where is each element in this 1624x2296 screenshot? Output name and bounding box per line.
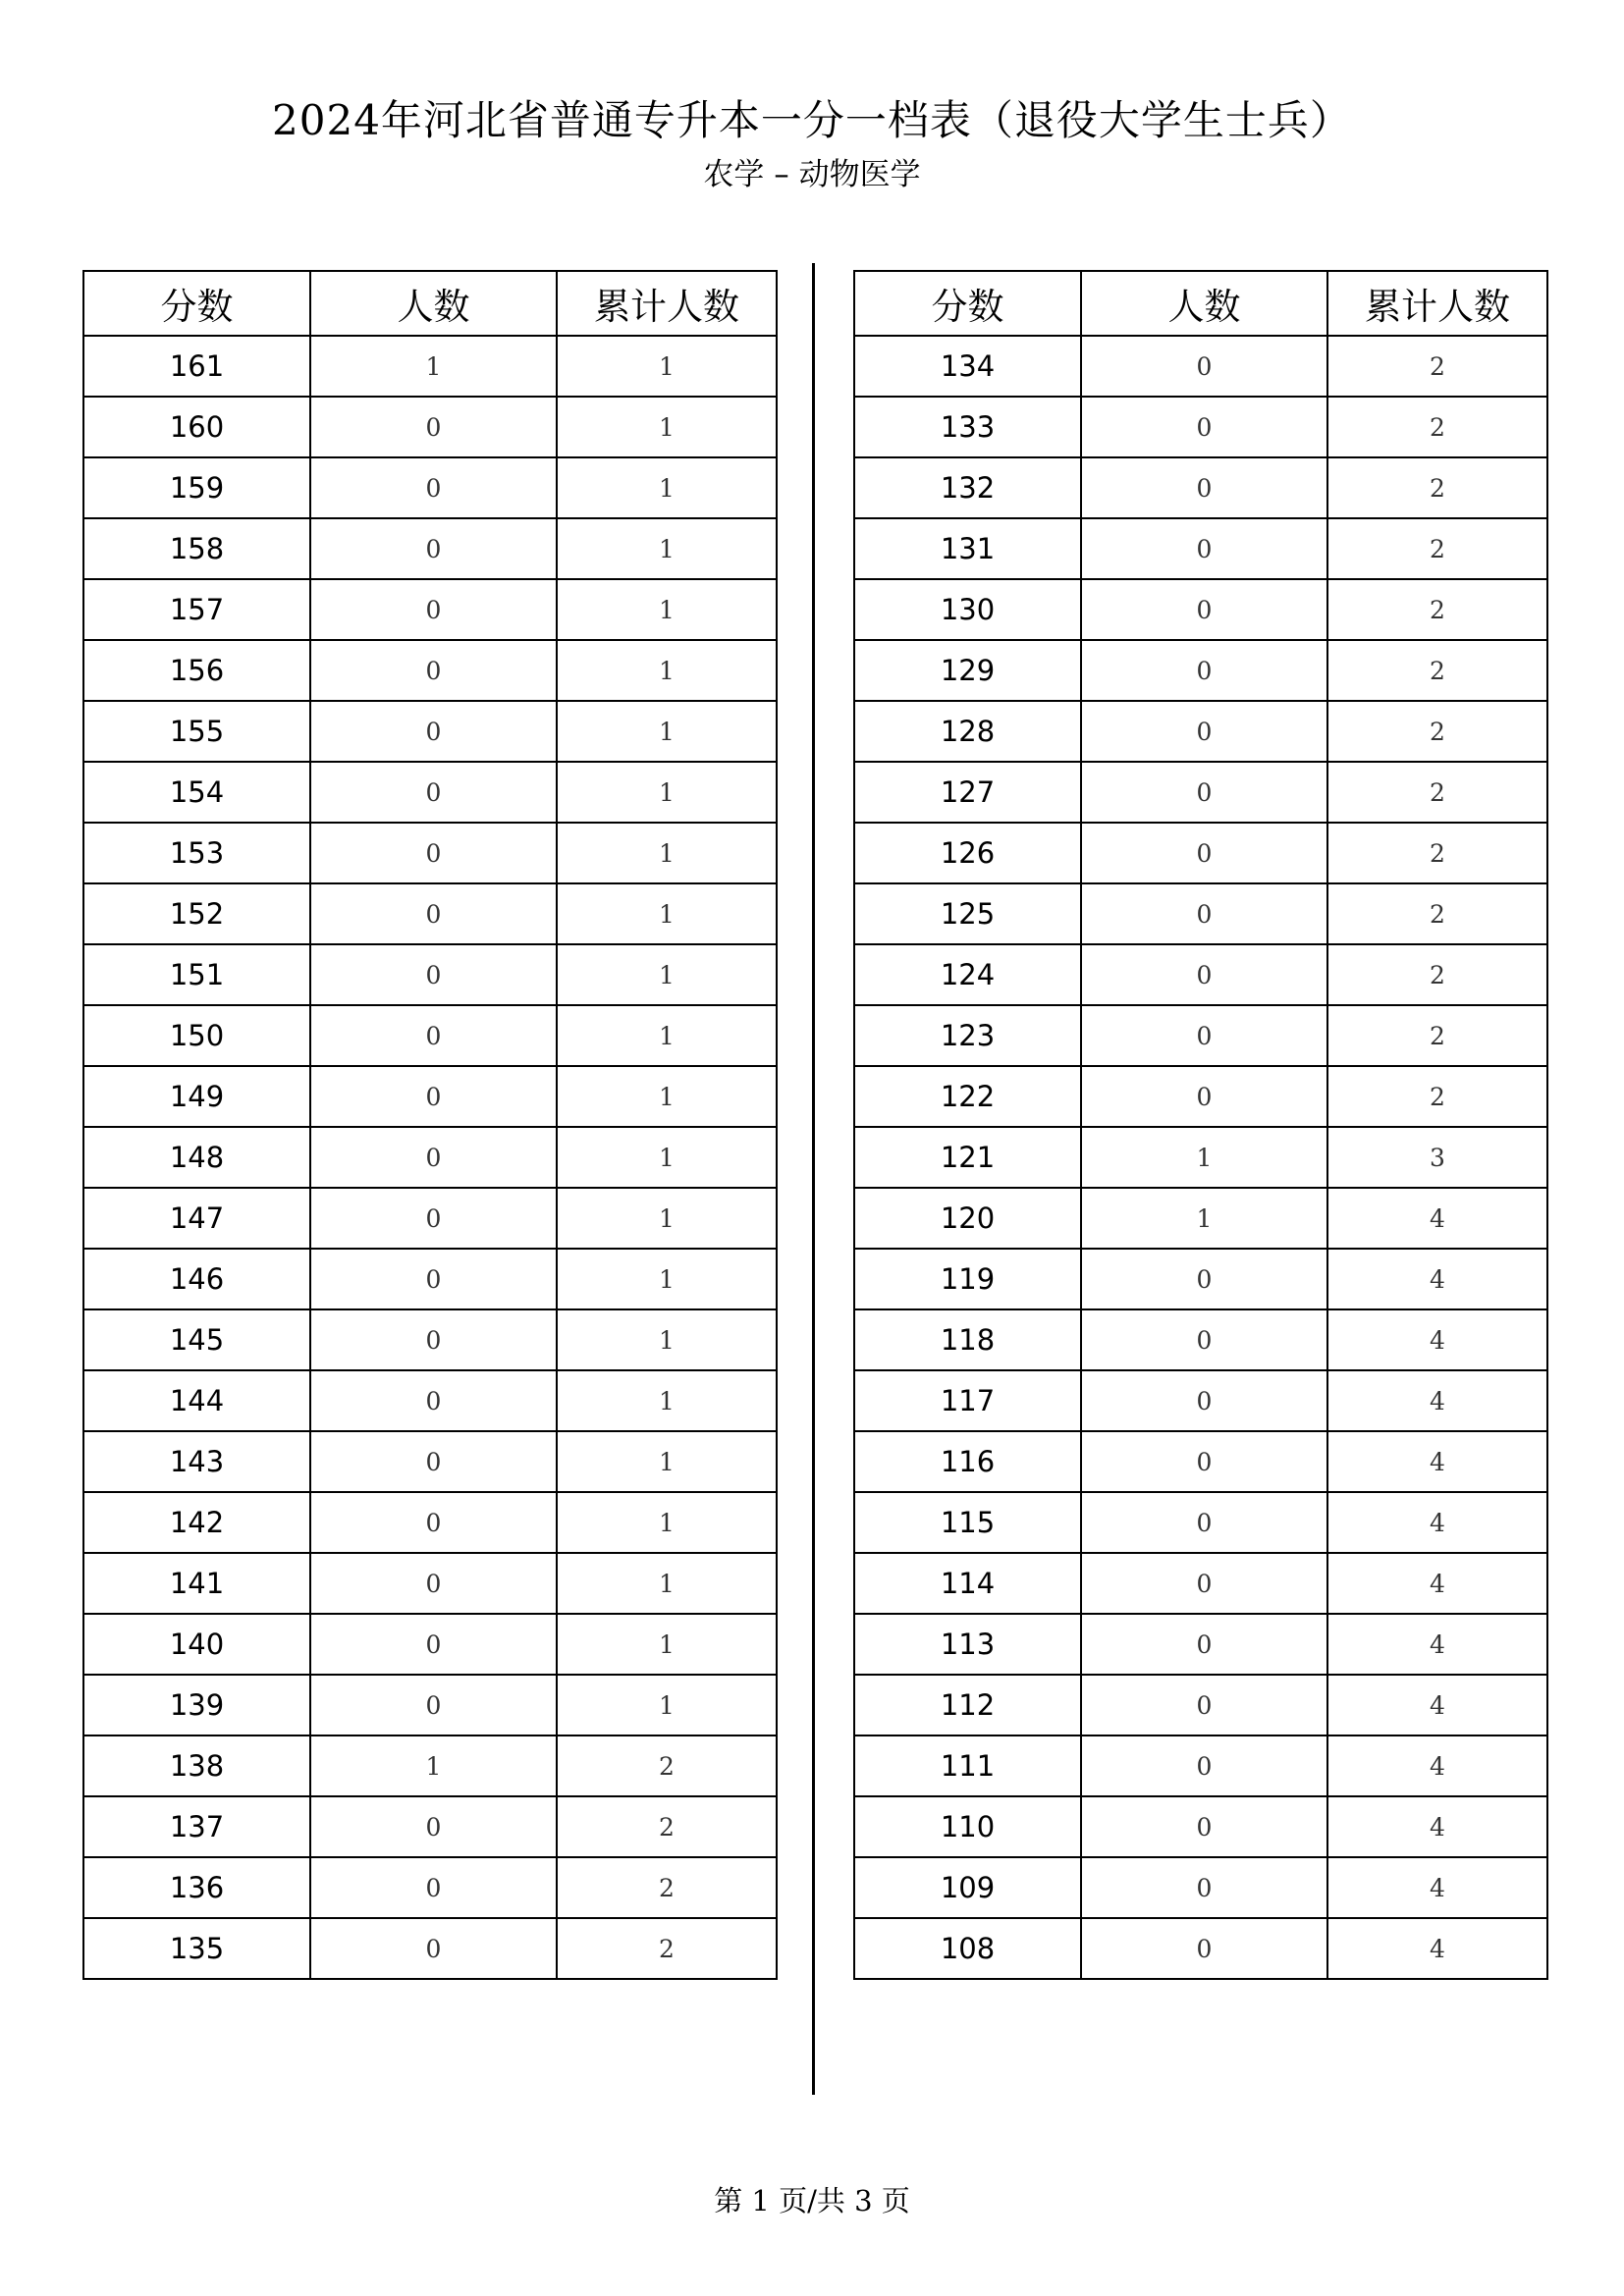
score-cell: 140 (83, 1614, 310, 1675)
table-row (854, 883, 1547, 944)
count-cell: 0 (310, 1370, 557, 1431)
cumulative-cell: 2 (557, 1735, 777, 1796)
cumulative-cell: 2 (1327, 1066, 1547, 1127)
count-cell: 0 (310, 579, 557, 640)
score-cell: 144 (83, 1370, 310, 1431)
score-cell: 135 (83, 1918, 310, 1979)
count-cell: 0 (1081, 1066, 1327, 1127)
table-row (854, 579, 1547, 640)
score-cell: 160 (83, 397, 310, 457)
score-cell: 109 (854, 1857, 1081, 1918)
cumulative-cell: 2 (1327, 1005, 1547, 1066)
cumulative-cell: 2 (1327, 336, 1547, 397)
table-row (83, 1309, 777, 1370)
table-row (854, 701, 1547, 762)
count-cell: 0 (310, 762, 557, 823)
score-cell: 149 (83, 1066, 310, 1127)
cumulative-cell: 1 (557, 1005, 777, 1066)
score-cell: 158 (83, 518, 310, 579)
score-cell: 115 (854, 1492, 1081, 1553)
count-cell: 0 (310, 640, 557, 701)
table-row (854, 640, 1547, 701)
score-cell: 159 (83, 457, 310, 518)
table-row (854, 1249, 1547, 1309)
cumulative-cell: 2 (1327, 944, 1547, 1005)
cumulative-cell: 2 (557, 1857, 777, 1918)
table-row (854, 1066, 1547, 1127)
table-row (854, 1735, 1547, 1796)
table-row (83, 1492, 777, 1553)
count-cell: 0 (1081, 701, 1327, 762)
cumulative-cell: 2 (1327, 579, 1547, 640)
score-cell: 146 (83, 1249, 310, 1309)
count-cell: 0 (1081, 1857, 1327, 1918)
score-cell: 161 (83, 336, 310, 397)
score-cell: 130 (854, 579, 1081, 640)
table-row (83, 457, 777, 518)
table-row (854, 1796, 1547, 1857)
score-cell: 148 (83, 1127, 310, 1188)
table-row (83, 1614, 777, 1675)
score-cell: 117 (854, 1370, 1081, 1431)
table-row (83, 1431, 777, 1492)
cumulative-cell: 1 (557, 336, 777, 397)
count-cell: 0 (310, 1553, 557, 1614)
table-row (854, 1431, 1547, 1492)
table-row (83, 1796, 777, 1857)
count-cell: 0 (1081, 457, 1327, 518)
count-cell: 0 (310, 1614, 557, 1675)
score-cell: 118 (854, 1309, 1081, 1370)
score-cell: 137 (83, 1796, 310, 1857)
score-cell: 152 (83, 883, 310, 944)
score-cell: 156 (83, 640, 310, 701)
cumulative-cell: 1 (557, 1249, 777, 1309)
score-cell: 128 (854, 701, 1081, 762)
count-cell: 0 (1081, 762, 1327, 823)
page-title: 2024年河北省普通专升本一分一档表（退役大学生士兵） (272, 96, 1352, 144)
score-cell: 145 (83, 1309, 310, 1370)
table-row (83, 1188, 777, 1249)
table-row (83, 883, 777, 944)
cumulative-cell: 1 (557, 883, 777, 944)
count-cell: 0 (1081, 1796, 1327, 1857)
table-row (854, 518, 1547, 579)
cumulative-cell: 2 (1327, 397, 1547, 457)
header-count: 人数 (1081, 271, 1327, 336)
score-cell: 132 (854, 457, 1081, 518)
table-row (854, 1188, 1547, 1249)
count-cell: 0 (310, 823, 557, 883)
table-row (83, 823, 777, 883)
cumulative-cell: 4 (1327, 1614, 1547, 1675)
table-row (83, 336, 777, 397)
count-cell: 0 (1081, 1675, 1327, 1735)
score-cell: 108 (854, 1918, 1081, 1979)
table-row (854, 457, 1547, 518)
cumulative-cell: 1 (557, 579, 777, 640)
score-table-left (82, 270, 778, 1980)
header-cumulative: 累计人数 (1327, 271, 1547, 336)
score-cell: 124 (854, 944, 1081, 1005)
cumulative-cell: 4 (1327, 1553, 1547, 1614)
score-table-right (853, 270, 1548, 1980)
score-cell: 153 (83, 823, 310, 883)
score-cell: 112 (854, 1675, 1081, 1735)
cumulative-cell: 1 (557, 823, 777, 883)
count-cell: 0 (310, 883, 557, 944)
cumulative-cell: 4 (1327, 1431, 1547, 1492)
cumulative-cell: 4 (1327, 1370, 1547, 1431)
table-row (83, 1005, 777, 1066)
cumulative-cell: 2 (1327, 762, 1547, 823)
table-row (83, 579, 777, 640)
table-row (83, 1553, 777, 1614)
count-cell: 0 (310, 1675, 557, 1735)
table-row (854, 1918, 1547, 1979)
count-cell: 0 (1081, 1553, 1327, 1614)
cumulative-cell: 4 (1327, 1492, 1547, 1553)
table-row (854, 1309, 1547, 1370)
cumulative-cell: 4 (1327, 1309, 1547, 1370)
table-row (83, 1066, 777, 1127)
count-cell: 0 (310, 1492, 557, 1553)
count-cell: 0 (310, 1431, 557, 1492)
table-row (854, 1857, 1547, 1918)
table-row (83, 518, 777, 579)
count-cell: 0 (1081, 1918, 1327, 1979)
table-row (83, 944, 777, 1005)
count-cell: 0 (310, 1857, 557, 1918)
table-row (854, 1675, 1547, 1735)
table-row (854, 762, 1547, 823)
cumulative-cell: 2 (557, 1918, 777, 1979)
cumulative-cell: 1 (557, 1066, 777, 1127)
count-cell: 0 (1081, 1370, 1327, 1431)
table-row (854, 1005, 1547, 1066)
score-cell: 139 (83, 1675, 310, 1735)
cumulative-cell: 1 (557, 518, 777, 579)
count-cell: 0 (310, 1188, 557, 1249)
cumulative-cell: 2 (1327, 883, 1547, 944)
table-header-row (854, 271, 1547, 336)
count-cell: 1 (1081, 1188, 1327, 1249)
cumulative-cell: 1 (557, 457, 777, 518)
table-row (854, 1553, 1547, 1614)
count-cell: 0 (1081, 1249, 1327, 1309)
count-cell: 0 (310, 397, 557, 457)
table-row (83, 762, 777, 823)
score-cell: 142 (83, 1492, 310, 1553)
table-row (83, 1857, 777, 1918)
score-cell: 157 (83, 579, 310, 640)
table-row (854, 1370, 1547, 1431)
cumulative-cell: 1 (557, 944, 777, 1005)
header-count: 人数 (310, 271, 557, 336)
table-row (83, 640, 777, 701)
count-cell: 1 (1081, 1127, 1327, 1188)
table-row (854, 944, 1547, 1005)
cumulative-cell: 1 (557, 640, 777, 701)
count-cell: 0 (310, 1249, 557, 1309)
table-row (854, 336, 1547, 397)
count-cell: 0 (310, 1796, 557, 1857)
cumulative-cell: 4 (1327, 1918, 1547, 1979)
table-header-row (83, 271, 777, 336)
cumulative-cell: 1 (557, 1553, 777, 1614)
score-cell: 131 (854, 518, 1081, 579)
cumulative-cell: 4 (1327, 1735, 1547, 1796)
score-cell: 155 (83, 701, 310, 762)
cumulative-cell: 4 (1327, 1188, 1547, 1249)
score-cell: 110 (854, 1796, 1081, 1857)
count-cell: 0 (1081, 944, 1327, 1005)
header-cumulative: 累计人数 (557, 271, 777, 336)
score-cell: 151 (83, 944, 310, 1005)
cumulative-cell: 4 (1327, 1249, 1547, 1309)
count-cell: 0 (310, 1309, 557, 1370)
count-cell: 0 (1081, 518, 1327, 579)
score-cell: 125 (854, 883, 1081, 944)
score-cell: 116 (854, 1431, 1081, 1492)
count-cell: 0 (1081, 579, 1327, 640)
cumulative-cell: 1 (557, 762, 777, 823)
cumulative-cell: 4 (1327, 1796, 1547, 1857)
score-cell: 120 (854, 1188, 1081, 1249)
count-cell: 0 (1081, 1735, 1327, 1796)
count-cell: 0 (1081, 640, 1327, 701)
page-footer: 第 1 页/共 3 页 (714, 2184, 910, 2217)
table-row (83, 701, 777, 762)
count-cell: 0 (310, 518, 557, 579)
count-cell: 0 (1081, 1431, 1327, 1492)
count-cell: 0 (1081, 1309, 1327, 1370)
score-cell: 147 (83, 1188, 310, 1249)
count-cell: 1 (310, 1735, 557, 1796)
table-row (854, 397, 1547, 457)
cumulative-cell: 3 (1327, 1127, 1547, 1188)
page-subtitle: 农学 – 动物医学 (703, 157, 921, 192)
table-row (83, 1735, 777, 1796)
count-cell: 0 (1081, 823, 1327, 883)
score-cell: 119 (854, 1249, 1081, 1309)
cumulative-cell: 1 (557, 1188, 777, 1249)
score-cell: 111 (854, 1735, 1081, 1796)
header-score: 分数 (854, 271, 1081, 336)
cumulative-cell: 1 (557, 701, 777, 762)
cumulative-cell: 1 (557, 1492, 777, 1553)
count-cell: 0 (310, 1127, 557, 1188)
count-cell: 0 (1081, 1614, 1327, 1675)
score-cell: 136 (83, 1857, 310, 1918)
cumulative-cell: 2 (1327, 457, 1547, 518)
count-cell: 0 (1081, 336, 1327, 397)
score-cell: 133 (854, 397, 1081, 457)
score-cell: 138 (83, 1735, 310, 1796)
score-cell: 143 (83, 1431, 310, 1492)
score-cell: 122 (854, 1066, 1081, 1127)
table-row (83, 1249, 777, 1309)
count-cell: 0 (310, 1005, 557, 1066)
count-cell: 0 (1081, 1005, 1327, 1066)
cumulative-cell: 1 (557, 1370, 777, 1431)
score-cell: 121 (854, 1127, 1081, 1188)
cumulative-cell: 4 (1327, 1675, 1547, 1735)
cumulative-cell: 4 (1327, 1857, 1547, 1918)
count-cell: 1 (310, 336, 557, 397)
count-cell: 0 (1081, 883, 1327, 944)
score-cell: 129 (854, 640, 1081, 701)
table-row (83, 1675, 777, 1735)
score-cell: 141 (83, 1553, 310, 1614)
table-row (83, 1127, 777, 1188)
table-row (83, 1370, 777, 1431)
cumulative-cell: 2 (1327, 518, 1547, 579)
count-cell: 0 (310, 1918, 557, 1979)
table-row (83, 397, 777, 457)
table-row (854, 1127, 1547, 1188)
column-divider (812, 263, 815, 2095)
table-row (854, 823, 1547, 883)
score-cell: 114 (854, 1553, 1081, 1614)
table-row (854, 1614, 1547, 1675)
cumulative-cell: 2 (557, 1796, 777, 1857)
score-cell: 126 (854, 823, 1081, 883)
cumulative-cell: 1 (557, 397, 777, 457)
score-cell: 123 (854, 1005, 1081, 1066)
cumulative-cell: 2 (1327, 823, 1547, 883)
header-score: 分数 (83, 271, 310, 336)
cumulative-cell: 2 (1327, 640, 1547, 701)
count-cell: 0 (310, 944, 557, 1005)
count-cell: 0 (310, 701, 557, 762)
score-cell: 150 (83, 1005, 310, 1066)
count-cell: 0 (1081, 1492, 1327, 1553)
count-cell: 0 (310, 1066, 557, 1127)
cumulative-cell: 1 (557, 1431, 777, 1492)
table-row (83, 1918, 777, 1979)
cumulative-cell: 1 (557, 1127, 777, 1188)
cumulative-cell: 1 (557, 1614, 777, 1675)
table-row (854, 1492, 1547, 1553)
cumulative-cell: 2 (1327, 701, 1547, 762)
score-cell: 127 (854, 762, 1081, 823)
score-cell: 113 (854, 1614, 1081, 1675)
count-cell: 0 (310, 457, 557, 518)
score-cell: 154 (83, 762, 310, 823)
score-cell: 134 (854, 336, 1081, 397)
count-cell: 0 (1081, 397, 1327, 457)
cumulative-cell: 1 (557, 1675, 777, 1735)
cumulative-cell: 1 (557, 1309, 777, 1370)
